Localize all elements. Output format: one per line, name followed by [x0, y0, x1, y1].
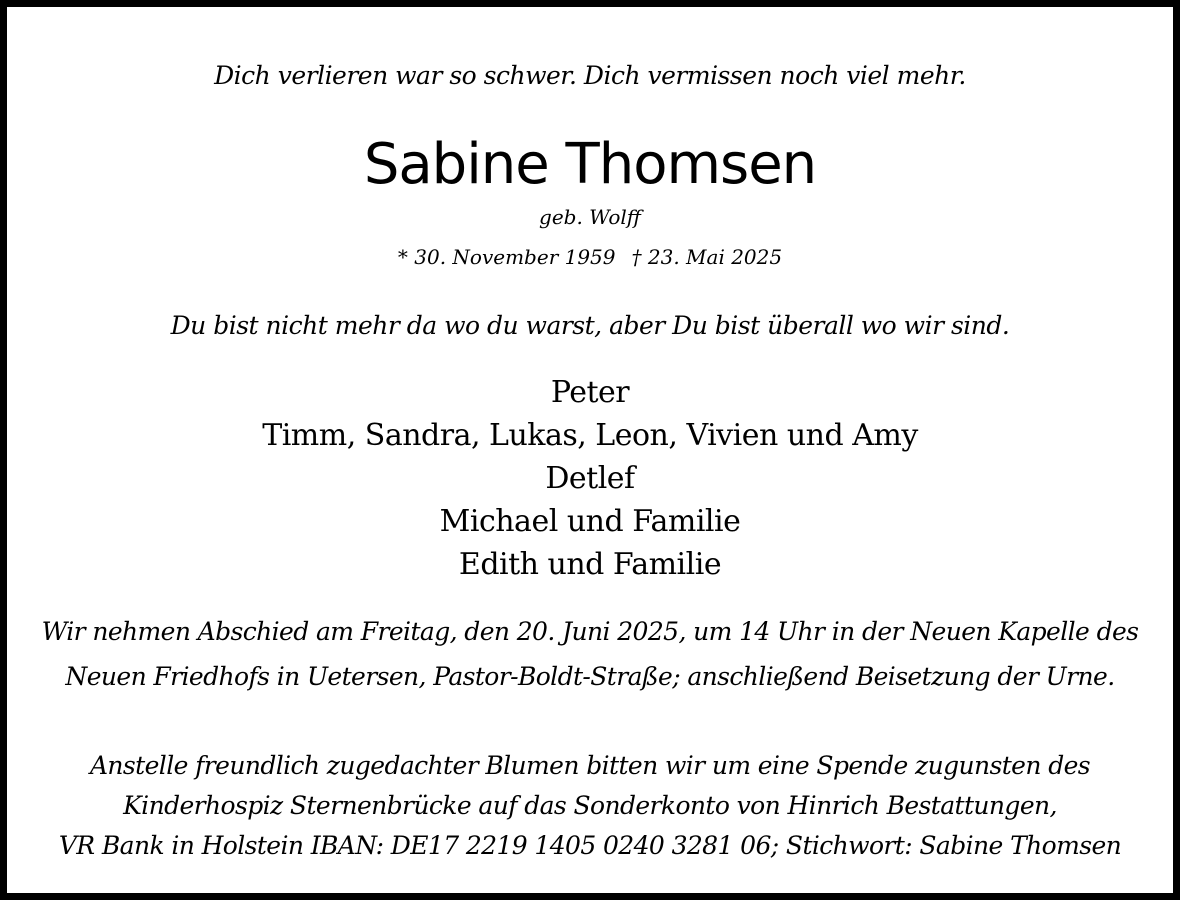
- mourner-line: Edith und Familie: [458, 547, 722, 582]
- mourners-list: [7, 371, 1173, 586]
- mourner-line: Michael und Familie: [439, 504, 741, 539]
- deceased-name: Sabine Thomsen: [363, 132, 817, 197]
- mourner-line: Timm, Sandra, Lukas, Leon, Vivien und Amy: [262, 418, 918, 453]
- birth-date: * 30. November 1959: [397, 245, 616, 269]
- donation-line: VR Bank in Holstein IBAN: DE17 2219 1405 0240 3281 06; Stichwort: Sabine Thomsen: [58, 831, 1122, 860]
- donation-line: Kinderhospiz Sternenbrücke auf das Sonderkonto von Hinrich Bestattungen,: [123, 791, 1057, 820]
- mourner-line: Detlef: [545, 461, 635, 496]
- motto-text: Dich verlieren war so schwer. Dich vermissen noch viel mehr.: [214, 61, 966, 90]
- death-date: † 23. Mai 2025: [631, 245, 783, 269]
- donation-line: Anstelle freundlich zugedachter Blumen bitten wir um eine Spende zugunsten des: [89, 751, 1091, 780]
- mourner-line: Peter: [550, 375, 630, 410]
- farewell-line: Wir nehmen Abschied am Freitag, den 20. Juni 2025, um 14 Uhr in der Neuen Kapelle des: [41, 617, 1139, 646]
- farewell-line: Neuen Friedhofs in Uetersen, Pastor-Boldt-Straße; anschließend Beisetzung der Urne.: [65, 662, 1115, 691]
- maiden-name: geb. Wolff: [539, 205, 641, 229]
- memorial-quote: Du bist nicht mehr da wo du warst, aber Du bist überall wo wir sind.: [170, 311, 1010, 340]
- life-dates: [7, 247, 1173, 267]
